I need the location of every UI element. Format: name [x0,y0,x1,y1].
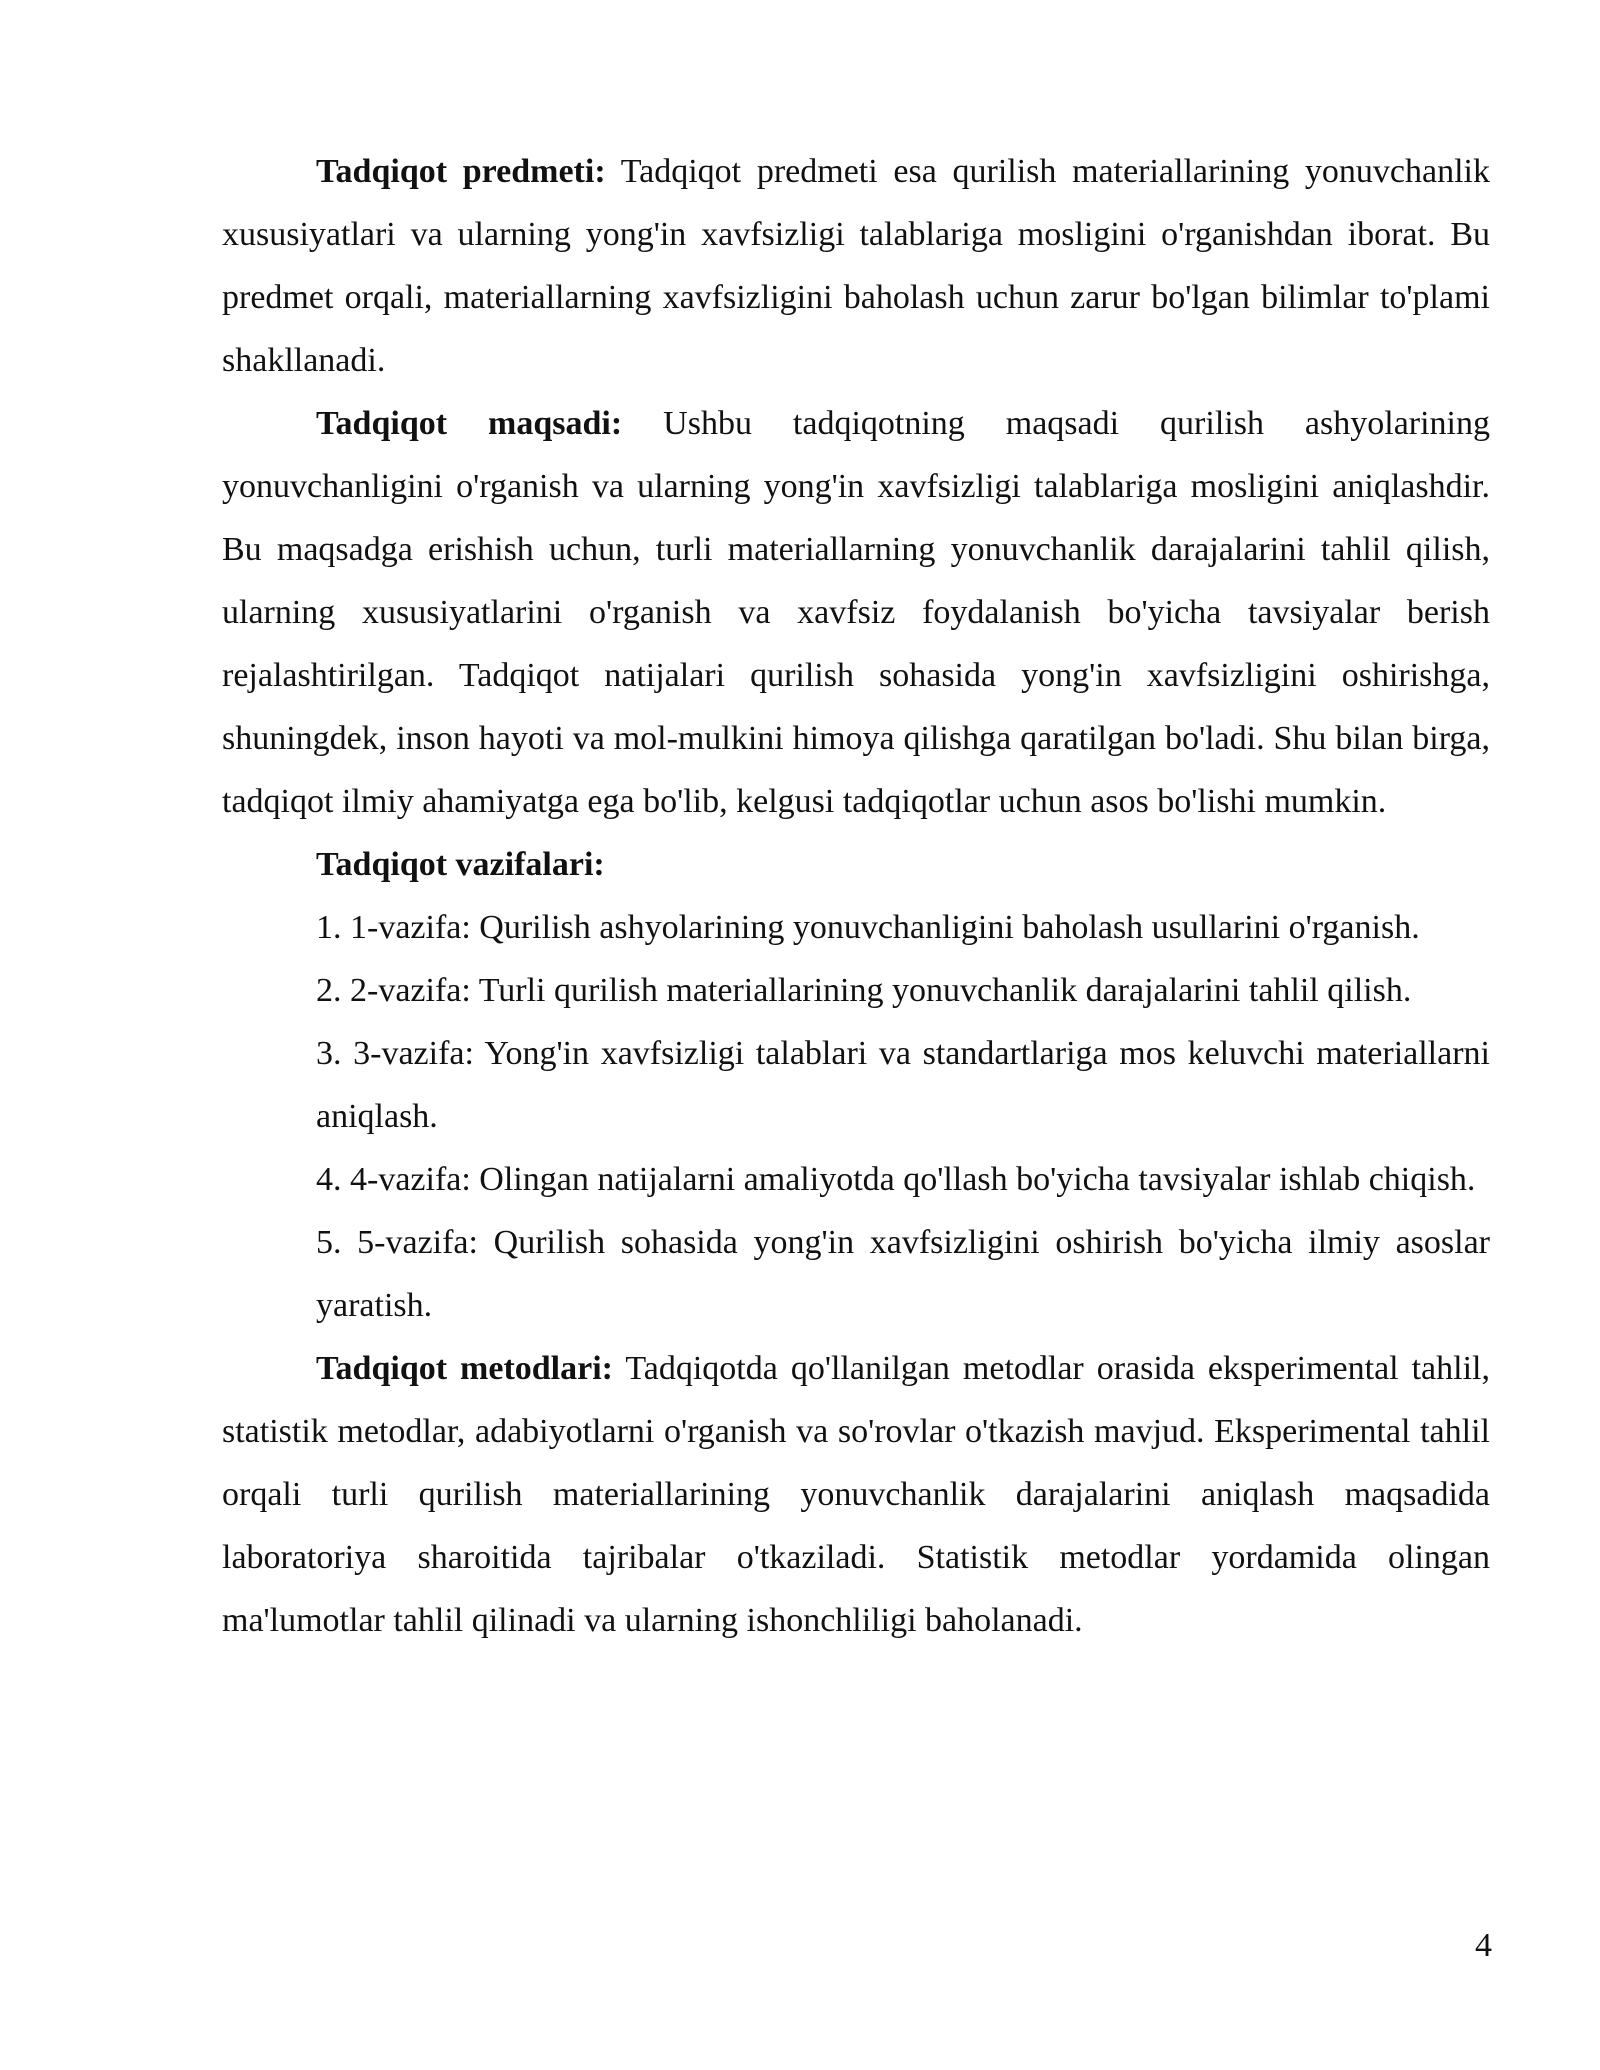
list-item: 2. 2-vazifa: Turli qurilish materiallarining yonuvchanlik darajalarini tahlil qilish. [316,972,1412,1009]
paragraph-metodlar [222,1337,1490,1652]
term-vazifalar: Tadqiqot vazifalari: [316,846,605,883]
text-maqsad: Ushbu tadqiqotning maqsadi qurilish ashyolarining yonuvchanligini o'rganish va ularning yong'in xavfsizligi talablariga mosligini aniqlashdir. Bu maqsadga erishish uchun, turli materiallarning yonuvchanlik darajalarini tahlil qilish, ularning xususiyatlarini o'rganish va xavfsiz foydalanish bo'yicha tavsiyalar berish rejalashtirilgan. Tadqiqot natijalari qurilish sohasida yong'in xavfsizligini oshirishga, shuningdek, inson hayoti va mol-mulkini himoya qilishga qaratilgan bo'ladi. Shu bilan birga, tadqiqot ilmiy ahamiyatga ega bo'lib, kelgusi tadqiqotlar uchun asos bo'lishi mumkin. [222,405,1490,820]
list-item: 5. 5-vazifa: Qurilish sohasida yong'in xavfsizligini oshirish bo'yicha ilmiy asoslar yaratish. [316,1224,1490,1324]
paragraph-predmet [222,140,1490,392]
term-predmet: Tadqiqot predmeti: [316,153,606,190]
heading-vazifalar [222,833,1490,896]
paragraph-maqsad [222,392,1490,833]
term-maqsad: Tadqiqot maqsadi: [316,405,623,442]
text-predmet: Tadqiqot predmeti esa qurilish materiallarining yonuvchanlik xususiyatlari va ularning yong'in xavfsizligi talablariga mosligini o'rganishdan iborat. Bu predmet orqali, materiallarning xavfsizligini baholash uchun zarur bo'lgan bilimlar to'plami shakllanadi. [222,153,1490,379]
list-item: 4. 4-vazifa: Olingan natijalarni amaliyotda qo'llash bo'yicha tavsiyalar ishlab chiqish. [316,1161,1476,1198]
task-list [222,896,1490,1337]
list-item: 1. 1-vazifa: Qurilish ashyolarining yonuvchanligini baholash usullarini o'rganish. [316,909,1420,946]
list-item: 3. 3-vazifa: Yong'in xavfsizligi talablari va standartlariga mos keluvchi materiallarni aniqlash. [316,1035,1490,1135]
document-page [222,140,1490,1652]
page-number: 4 [1475,1927,1492,1964]
term-metodlar: Tadqiqot metodlari: [316,1350,613,1387]
text-metodlar: Tadqiqotda qo'llanilgan metodlar orasida eksperimental tahlil, statistik metodlar, adabiyotlarni o'rganish va so'rovlar o'tkazish mavjud. Eksperimental tahlil orqali turli qurilish materiallarining yonuvchanlik darajalarini aniqlash maqsadida laboratoriya sharoitida tajribalar o'tkaziladi. Statistik metodlar yordamida olingan ma'lumotlar tahlil qilinadi va ularning ishonchliligi baholanadi. [222,1350,1490,1639]
